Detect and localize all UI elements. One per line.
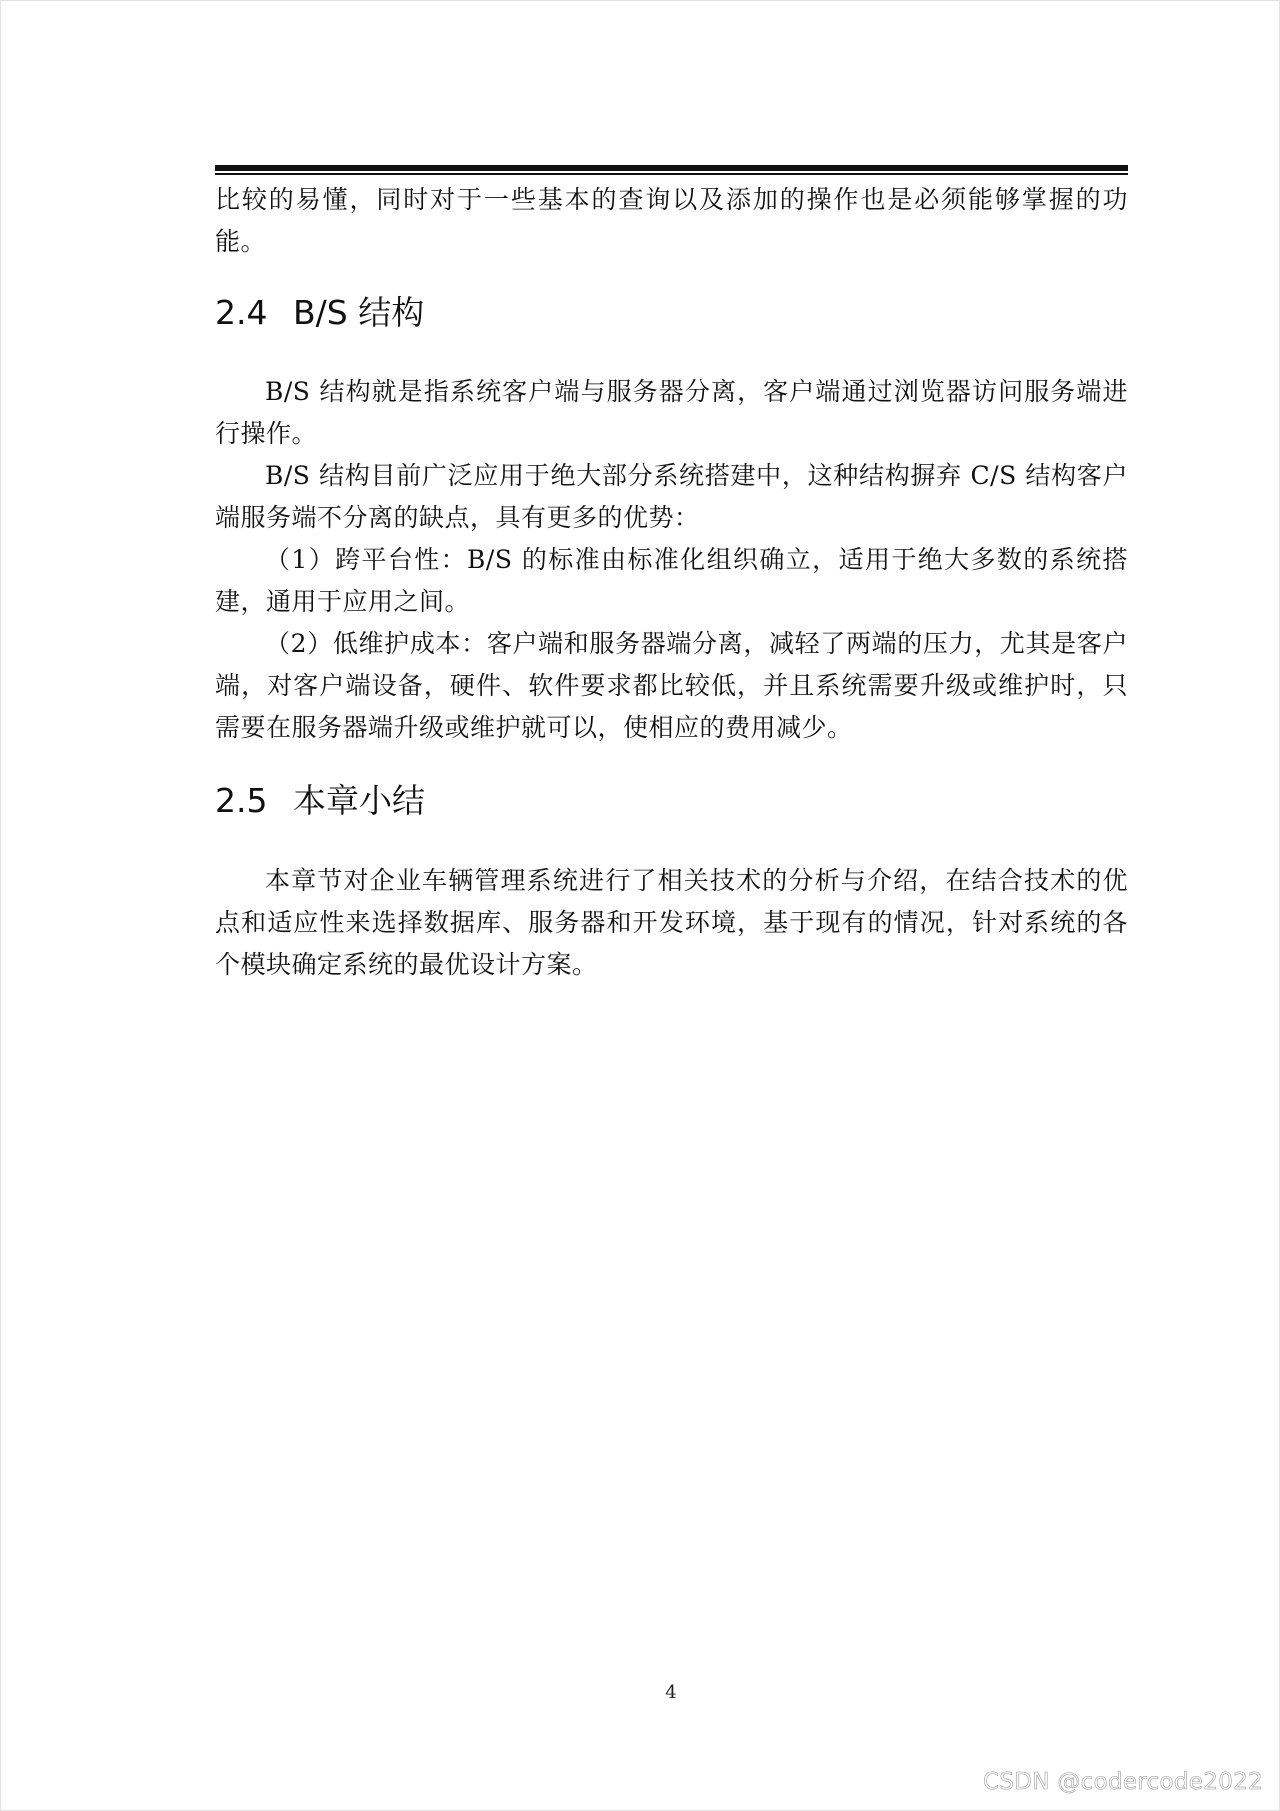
header-rule-thin — [215, 173, 1128, 175]
section-heading-2-4 — [215, 291, 1128, 335]
continuation-paragraph: 比较的易懂，同时对于一些基本的查询以及添加的操作也是必须能够掌握的功能。 — [215, 185, 1128, 256]
chapter-summary-paragraph: 本章节对企业车辆管理系统进行了相关技术的分析与介绍，在结合技术的优点和适应性来选择数据库、服务器和开发环境，基于现有的情况，针对系统的各个模块确定系统的最优设计方案。 — [215, 866, 1128, 979]
section-title: B/S 结构 — [293, 293, 425, 332]
csdn-watermark: CSDN @codercode2022 — [982, 1769, 1263, 1795]
list-item-cross-platform: （1）跨平台性：B/S 的标准由标准化组织确立，适用于绝大多数的系统搭建，通用于应用之间。 — [215, 545, 1128, 616]
bs-definition-paragraph: B/S 结构就是指系统客户端与服务器分离，客户端通过浏览器访问服务端进行操作。 — [215, 377, 1128, 448]
section-title: 本章小结 — [293, 781, 425, 820]
header-rule-thick — [215, 165, 1128, 171]
page-content — [215, 179, 1128, 986]
section-number: 2.4 — [215, 293, 268, 332]
bs-advantages-intro-paragraph: B/S 结构目前广泛应用于绝大部分系统搭建中，这种结构摒弃 C/S 结构客户端服务端不分离的缺点，具有更多的优势： — [215, 461, 1128, 532]
section-heading-2-5 — [215, 779, 1128, 823]
page-number: 4 — [665, 1682, 677, 1703]
section-number: 2.5 — [215, 781, 268, 820]
list-item-low-maintenance: （2）低维护成本：客户端和服务器端分离，减轻了两端的压力，尤其是客户端，对客户端设备，硬件、软件要求都比较低，并且系统需要升级或维护时，只需要在服务器端升级或维护就可以，使相应的费用减少。 — [215, 629, 1128, 742]
